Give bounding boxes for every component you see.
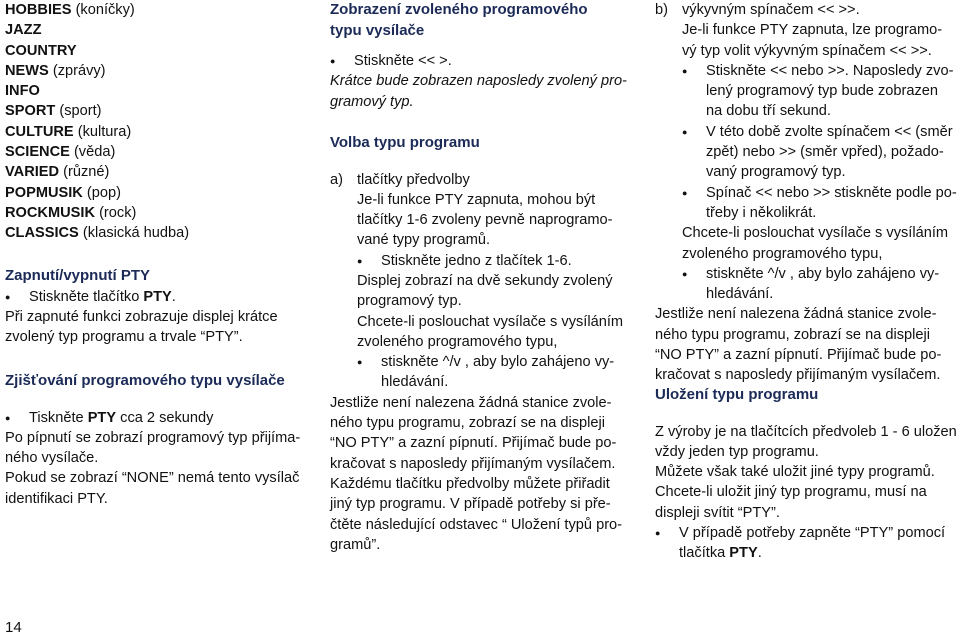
genre-item: HOBBIES (koníčky) — [5, 2, 135, 18]
display-type-note: gramový typ. — [330, 93, 414, 110]
not-found-text: kračovat s naposledy přijímaným vysílačem. — [655, 367, 941, 384]
option-b-title: b) výkyvným spínačem << >>. — [655, 2, 860, 18]
genre-item: VARIED (různé) — [5, 164, 110, 181]
option-a-bullet: ● stiskněte ^/v , aby bylo zahájeno vy- — [330, 352, 623, 372]
genre-item: COUNTRY — [5, 42, 77, 59]
pty-toggle-bullet: ● Stiskněte tlačítko PTY. — [5, 287, 278, 307]
assign-text: čtěte následující odstavec “ Uložení typů pro- — [330, 516, 623, 533]
option-b-text: na dobu tří sekund. — [706, 103, 831, 120]
option-a-text: zvoleného programového typu, — [357, 333, 558, 350]
save-type-bullet-cont: tlačítka PTY. — [679, 545, 762, 562]
not-found-text: ného typu programu, zobrazí se na displeji — [330, 415, 606, 432]
option-a-text: Displej zobrazí na dvě sekundy zvolený — [357, 272, 613, 289]
option-b-text: vaný programový typ. — [706, 164, 846, 181]
option-a-text: programový typ. — [357, 293, 462, 310]
genre-item: SPORT (sport) — [5, 103, 102, 120]
genre-item: NEWS (zprávy) — [5, 62, 106, 79]
save-type-bullet: ● V případě potřeby zapněte “PTY” pomocí — [655, 523, 957, 543]
display-type-note: Krátce bude zobrazen naposledy zvolený pro- — [330, 73, 627, 90]
option-b-text: Je-li funkce PTY zapnuta, lze programo- — [682, 22, 943, 39]
save-type-text: Můžete však také uložit jiné typy programů. — [655, 464, 935, 481]
option-a-bullet: ● Stiskněte jedno z tlačítek 1-6. — [330, 251, 623, 271]
genre-item: CLASSICS (klasická hudba) — [5, 225, 190, 242]
not-found-text: Jestliže není nalezena žádná stanice zvole- — [330, 394, 612, 411]
page-number: 14 — [5, 619, 22, 636]
assign-text: Každému tlačítku předvolby můžete přiřadit — [330, 475, 610, 492]
save-type-text: displeji svítit “PTY”. — [655, 504, 780, 521]
not-found-text: kračovat s naposledy přijímaným vysílačem. — [330, 455, 616, 472]
option-b-text: třeby i několikrát. — [706, 204, 817, 221]
option-b-text: vý typ volit výkyvným spínačem << >>. — [682, 42, 932, 59]
genre-item: JAZZ — [5, 22, 42, 39]
save-type-text: Z výroby je na tlačítcích předvoleb 1 - 6 uložen — [655, 423, 957, 440]
assign-text: jiný typ programu. V případě potřeby si pře- — [330, 496, 611, 513]
option-a-text: hledávání. — [381, 374, 449, 391]
option-b-bullet: ● Stiskněte << nebo >>. Naposledy zvo- — [655, 61, 957, 81]
option-b-bullet: ● stiskněte ^/v , aby bylo zahájeno vy- — [655, 264, 957, 284]
not-found-text: “NO PTY” a zazní pípnutí. Přijímač bude po- — [655, 347, 942, 364]
option-a-text: Je-li funkce PTY zapnuta, mohou být — [357, 191, 596, 208]
not-found-text: Jestliže není nalezena žádná stanice zvole- — [655, 306, 937, 323]
save-type-text: vždy jeden typ programu. — [655, 443, 819, 460]
display-type-bullet: ● Stiskněte << >. — [330, 51, 627, 71]
option-b-text: zpět) nebo >> (směr vpřed), požado- — [706, 144, 944, 161]
option-a-text: vané typy programů. — [357, 232, 491, 249]
option-b-text: lený programový typ bude zobrazen — [706, 83, 939, 100]
option-b-text: zvoleného programového typu, — [682, 245, 883, 262]
option-b-text: Chcete-li poslouchat vysílače s vysíláním — [682, 225, 949, 242]
pty-detect-text: Po pípnutí se zobrazí programový typ přijíma- — [5, 429, 301, 446]
pty-toggle-text: Při zapnuté funkci zobrazuje displej krátce — [5, 308, 278, 325]
genre-list — [5, 0, 189, 244]
option-b-bullet: ● Spínač << nebo >> stiskněte podle po- — [655, 183, 957, 203]
pty-toggle-text: zvolený typ programu a trvale “PTY”. — [5, 329, 243, 346]
genre-item: ROCKMUSIK (rock) — [5, 204, 137, 221]
option-a-title: a) tlačítky předvolby — [330, 171, 470, 188]
pty-detect-bullet: ● Tiskněte PTY cca 2 sekundy — [5, 408, 300, 428]
pty-detect-text: Pokud se zobrazí “NONE” nemá tento vysílač — [5, 470, 300, 487]
select-type-heading: Volba typu programu — [330, 134, 480, 151]
genre-item: POPMUSIK (pop) — [5, 184, 121, 201]
assign-text: gramů”. — [330, 536, 381, 553]
option-a-text: Chcete-li poslouchat vysílače s vysíláním — [357, 313, 624, 330]
pty-toggle-heading: Zapnutí/vypnutí PTY — [5, 267, 150, 284]
display-type-heading: typu vysílače — [330, 21, 425, 39]
genre-item: SCIENCE (věda) — [5, 144, 116, 161]
genre-item: INFO — [5, 83, 40, 100]
save-type-text: Chcete-li uložit jiný typ programu, musí na — [655, 484, 927, 501]
pty-detect-text: identifikaci PTY. — [5, 490, 108, 507]
display-type-heading: Zobrazení zvoleného programového — [330, 1, 588, 18]
option-a-text: tlačítky 1-6 zvoleny pevně naprogramo- — [357, 212, 613, 229]
option-b-text: hledávání. — [706, 286, 774, 303]
pty-detect-text: ného vysílače. — [5, 450, 99, 467]
not-found-text: ného typu programu, zobrazí se na displeji — [655, 326, 931, 343]
pty-detect-heading: Zjišťování programového typu vysílače — [5, 372, 285, 389]
not-found-text: “NO PTY” a zazní pípnutí. Přijímač bude po- — [330, 435, 617, 452]
genre-item: CULTURE (kultura) — [5, 123, 132, 140]
option-b-bullet: ● V této době zvolte spínačem << (směr — [655, 122, 957, 142]
save-type-heading: Uložení typu programu — [655, 386, 819, 403]
